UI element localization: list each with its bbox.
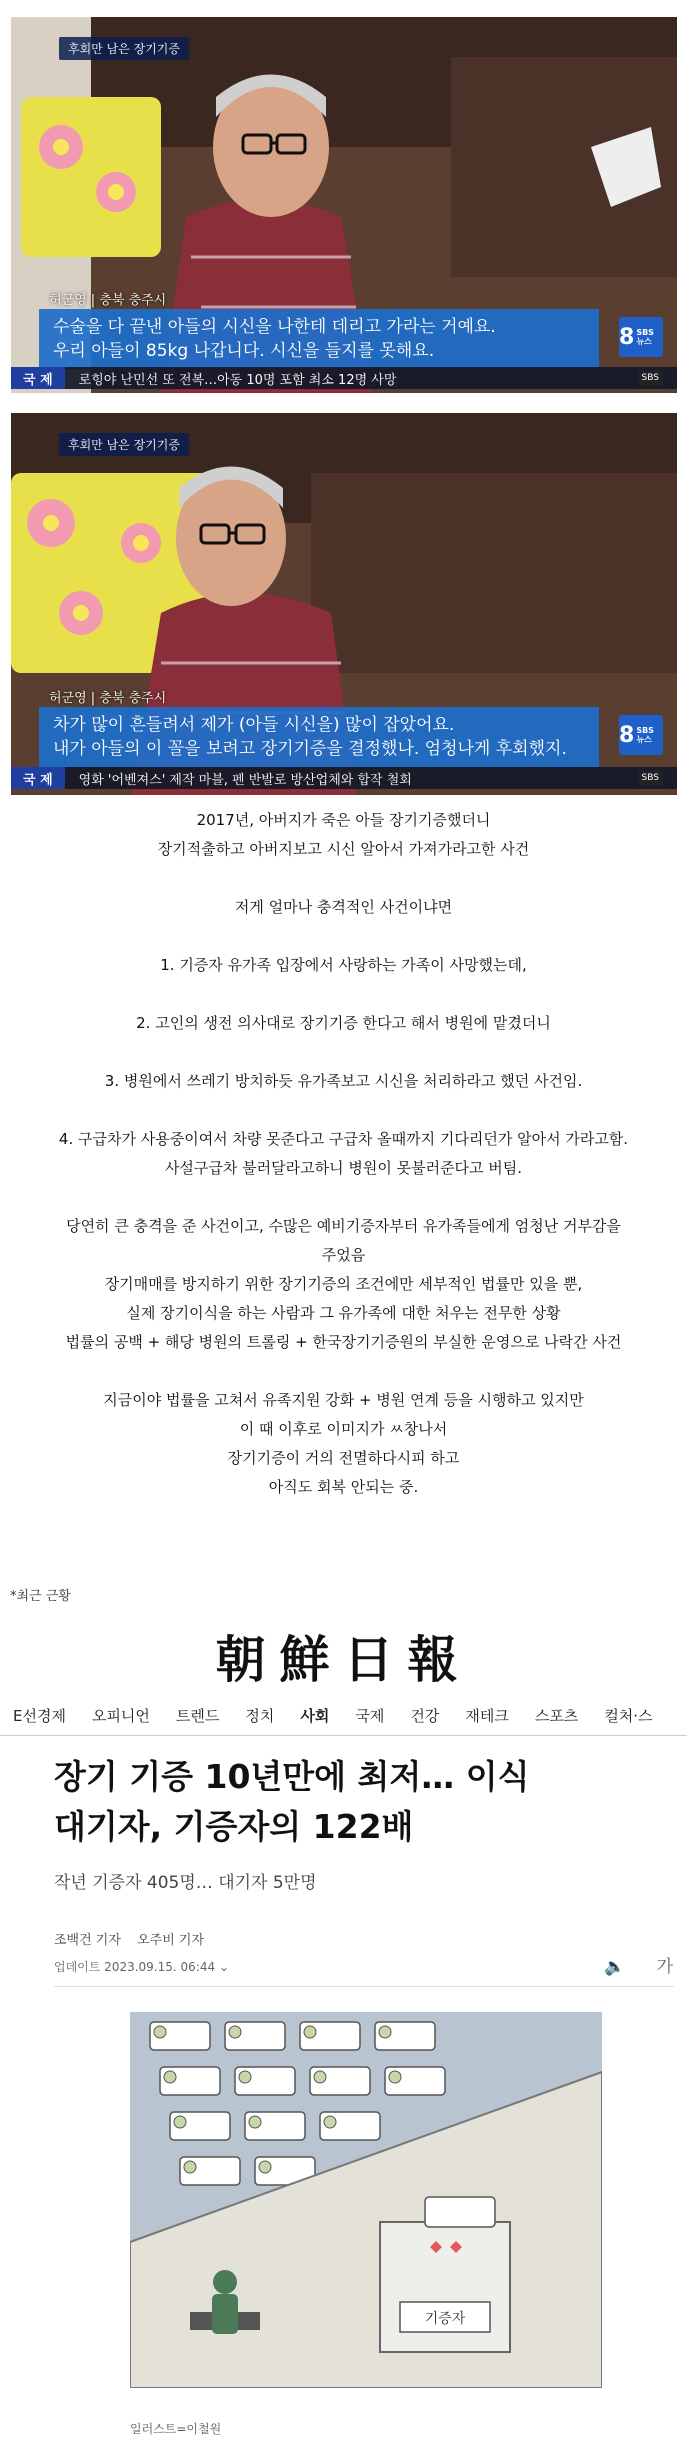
article-byline bbox=[54, 1929, 216, 1948]
story-line: 저게 얼마나 충격적인 사건이냐면 bbox=[234, 898, 453, 916]
story-line: 4. 구급차가 사용중이여서 차량 못준다고 구급차 올때까지 기다리던가 알아서 가라고함. bbox=[58, 1130, 629, 1148]
reporter-link[interactable]: 오주비 기자 bbox=[137, 1933, 205, 1948]
news-ticker bbox=[11, 367, 677, 389]
story-line: 장기매매를 방지하기 위한 장기기증의 조건에만 세부적인 법률만 있을 뿐, bbox=[104, 1275, 583, 1293]
news-video-frame-1 bbox=[11, 17, 677, 393]
hospital-ward-illustration bbox=[130, 2012, 602, 2388]
speaker-label: 허군영 | 충북 충주시 bbox=[49, 691, 167, 706]
story-line: 장기적출하고 아버지보고 시신 알아서 가져가라고한 사건 bbox=[157, 840, 530, 858]
story-line: 1. 기증자 유가족 입장에서 사랑하는 가족이 사망했는데, bbox=[160, 956, 527, 974]
nav-item-economy[interactable]: E선경제 bbox=[13, 1706, 66, 1725]
article-subtitle: 작년 기증자 405명… 대기자 5만명 bbox=[54, 1873, 317, 1893]
story-line: 법률의 공백 + 해당 병원의 트롤링 + 한국장기기증원의 부실한 운영으로 나락간 사건 bbox=[65, 1333, 622, 1351]
divider bbox=[54, 1986, 674, 1987]
story-line: 아직도 회복 안되는 중. bbox=[268, 1478, 419, 1496]
story-line: 당연히 큰 충격을 준 사건이고, 수많은 예비기증자부터 유가족들에게 엄청난 거부감을 bbox=[66, 1217, 621, 1235]
nav-item-opinion[interactable]: 오피니언 bbox=[91, 1706, 150, 1725]
article-headline bbox=[54, 1752, 654, 1852]
font-size-icon[interactable]: 가 bbox=[656, 1957, 673, 1977]
post-body bbox=[0, 806, 687, 1502]
ticker-category: 국 제 bbox=[11, 767, 65, 789]
donor-sign: 기증자 bbox=[424, 2311, 466, 2327]
ticker-category: 국 제 bbox=[11, 367, 65, 389]
caption-line: 우리 아들이 85kg 나갑니다. 시신을 들지를 못해요. bbox=[53, 341, 435, 361]
caption-line: 내가 아들의 이 꼴을 보려고 장기기증을 결정했나. 엄청나게 후회했지. bbox=[53, 739, 567, 759]
subtitle-caption bbox=[39, 707, 599, 767]
story-line: 사설구급차 불러달라고하니 병원이 못불러준다고 버팀. bbox=[164, 1159, 523, 1177]
nav-item-culture[interactable]: 컬처·스 bbox=[604, 1706, 653, 1725]
section-nav bbox=[0, 1695, 687, 1736]
headline-line: 장기 기증 10년만에 최저… 이식 bbox=[54, 1757, 530, 1796]
speaker-label: 허군영 | 충북 충주시 bbox=[49, 293, 167, 308]
segment-tag: 후회만 남은 장기기증 bbox=[59, 433, 189, 456]
sbs-corner-logo: SBS bbox=[638, 771, 663, 785]
nav-item-sports[interactable]: 스포츠 bbox=[534, 1706, 579, 1725]
illustration-credit: 일러스트=이철원 bbox=[130, 2422, 222, 2436]
segment-tag: 후회만 남은 장기기증 bbox=[59, 37, 189, 60]
story-line: 지금이야 법률을 고쳐서 유족지원 강화 + 병원 연계 등을 시행하고 있지만 bbox=[103, 1391, 584, 1409]
nav-item-trend[interactable]: 트렌드 bbox=[175, 1706, 220, 1725]
nav-item-health[interactable]: 건강 bbox=[410, 1706, 440, 1725]
nav-item-politics[interactable]: 정치 bbox=[245, 1706, 275, 1725]
newspaper-masthead: 朝鮮日報 bbox=[215, 1630, 472, 1689]
ticker-text: 영화 '어벤져스' 제작 마블, 펜 반발로 방산업체와 합작 철회 bbox=[78, 772, 412, 788]
news-ticker bbox=[11, 767, 677, 789]
story-line: 3. 병원에서 쓰레기 방치하듯 유가족보고 시신을 처리하라고 했던 사건임. bbox=[104, 1072, 583, 1090]
reporter-link[interactable]: 조백건 기자 bbox=[54, 1933, 121, 1948]
sbs-news-logo: 8 SBS 뉴스 bbox=[619, 715, 663, 755]
news-video-frame-2 bbox=[11, 413, 677, 795]
recent-update-label: *최근 근황 bbox=[10, 1589, 71, 1604]
caption-line: 차가 많이 흔들려서 제가 (아들 시신을) 많이 잡았어요. bbox=[53, 715, 455, 735]
story-line: 실제 장기이식을 하는 사람과 그 유가족에 대한 처우는 전무한 상황 bbox=[126, 1304, 561, 1322]
speaker-icon[interactable]: 🔈 bbox=[603, 1957, 626, 1977]
story-line: 2. 고인의 생전 의사대로 장기기증 한다고 해서 병원에 맡겼더니 bbox=[136, 1014, 551, 1032]
headline-line: 대기자, 기증자의 122배 bbox=[54, 1807, 414, 1846]
story-line: 주었음 bbox=[321, 1246, 366, 1264]
caption-line: 수술을 다 끝낸 아들의 시신을 나한테 데리고 가라는 거예요. bbox=[53, 317, 496, 337]
nav-item-international[interactable]: 국제 bbox=[355, 1706, 385, 1725]
updated-timestamp[interactable]: 업데이트 2023.09.15. 06:44 ⌄ bbox=[54, 1960, 229, 1974]
story-line: 이 때 이후로 이미지가 ㅆ창나서 bbox=[239, 1420, 448, 1438]
chevron-down-icon: ⌄ bbox=[218, 1960, 229, 1974]
subtitle-caption bbox=[39, 309, 599, 369]
story-line: 2017년, 아버지가 죽은 아들 장기기증했더니 bbox=[196, 811, 491, 829]
ticker-text: 로힝야 난민선 또 전복…아동 10명 포함 최소 12명 사망 bbox=[78, 372, 397, 388]
sbs-news-logo: 8 SBS 뉴스 bbox=[619, 317, 663, 357]
nav-item-finance[interactable]: 재테크 bbox=[465, 1706, 509, 1725]
sbs-corner-logo: SBS bbox=[638, 371, 663, 385]
story-line: 장기기증이 거의 전멸하다시피 하고 bbox=[227, 1449, 460, 1467]
article-tools bbox=[578, 1952, 673, 1977]
nav-item-society[interactable]: 사회 bbox=[300, 1706, 330, 1725]
article-illustration bbox=[130, 2012, 602, 2388]
